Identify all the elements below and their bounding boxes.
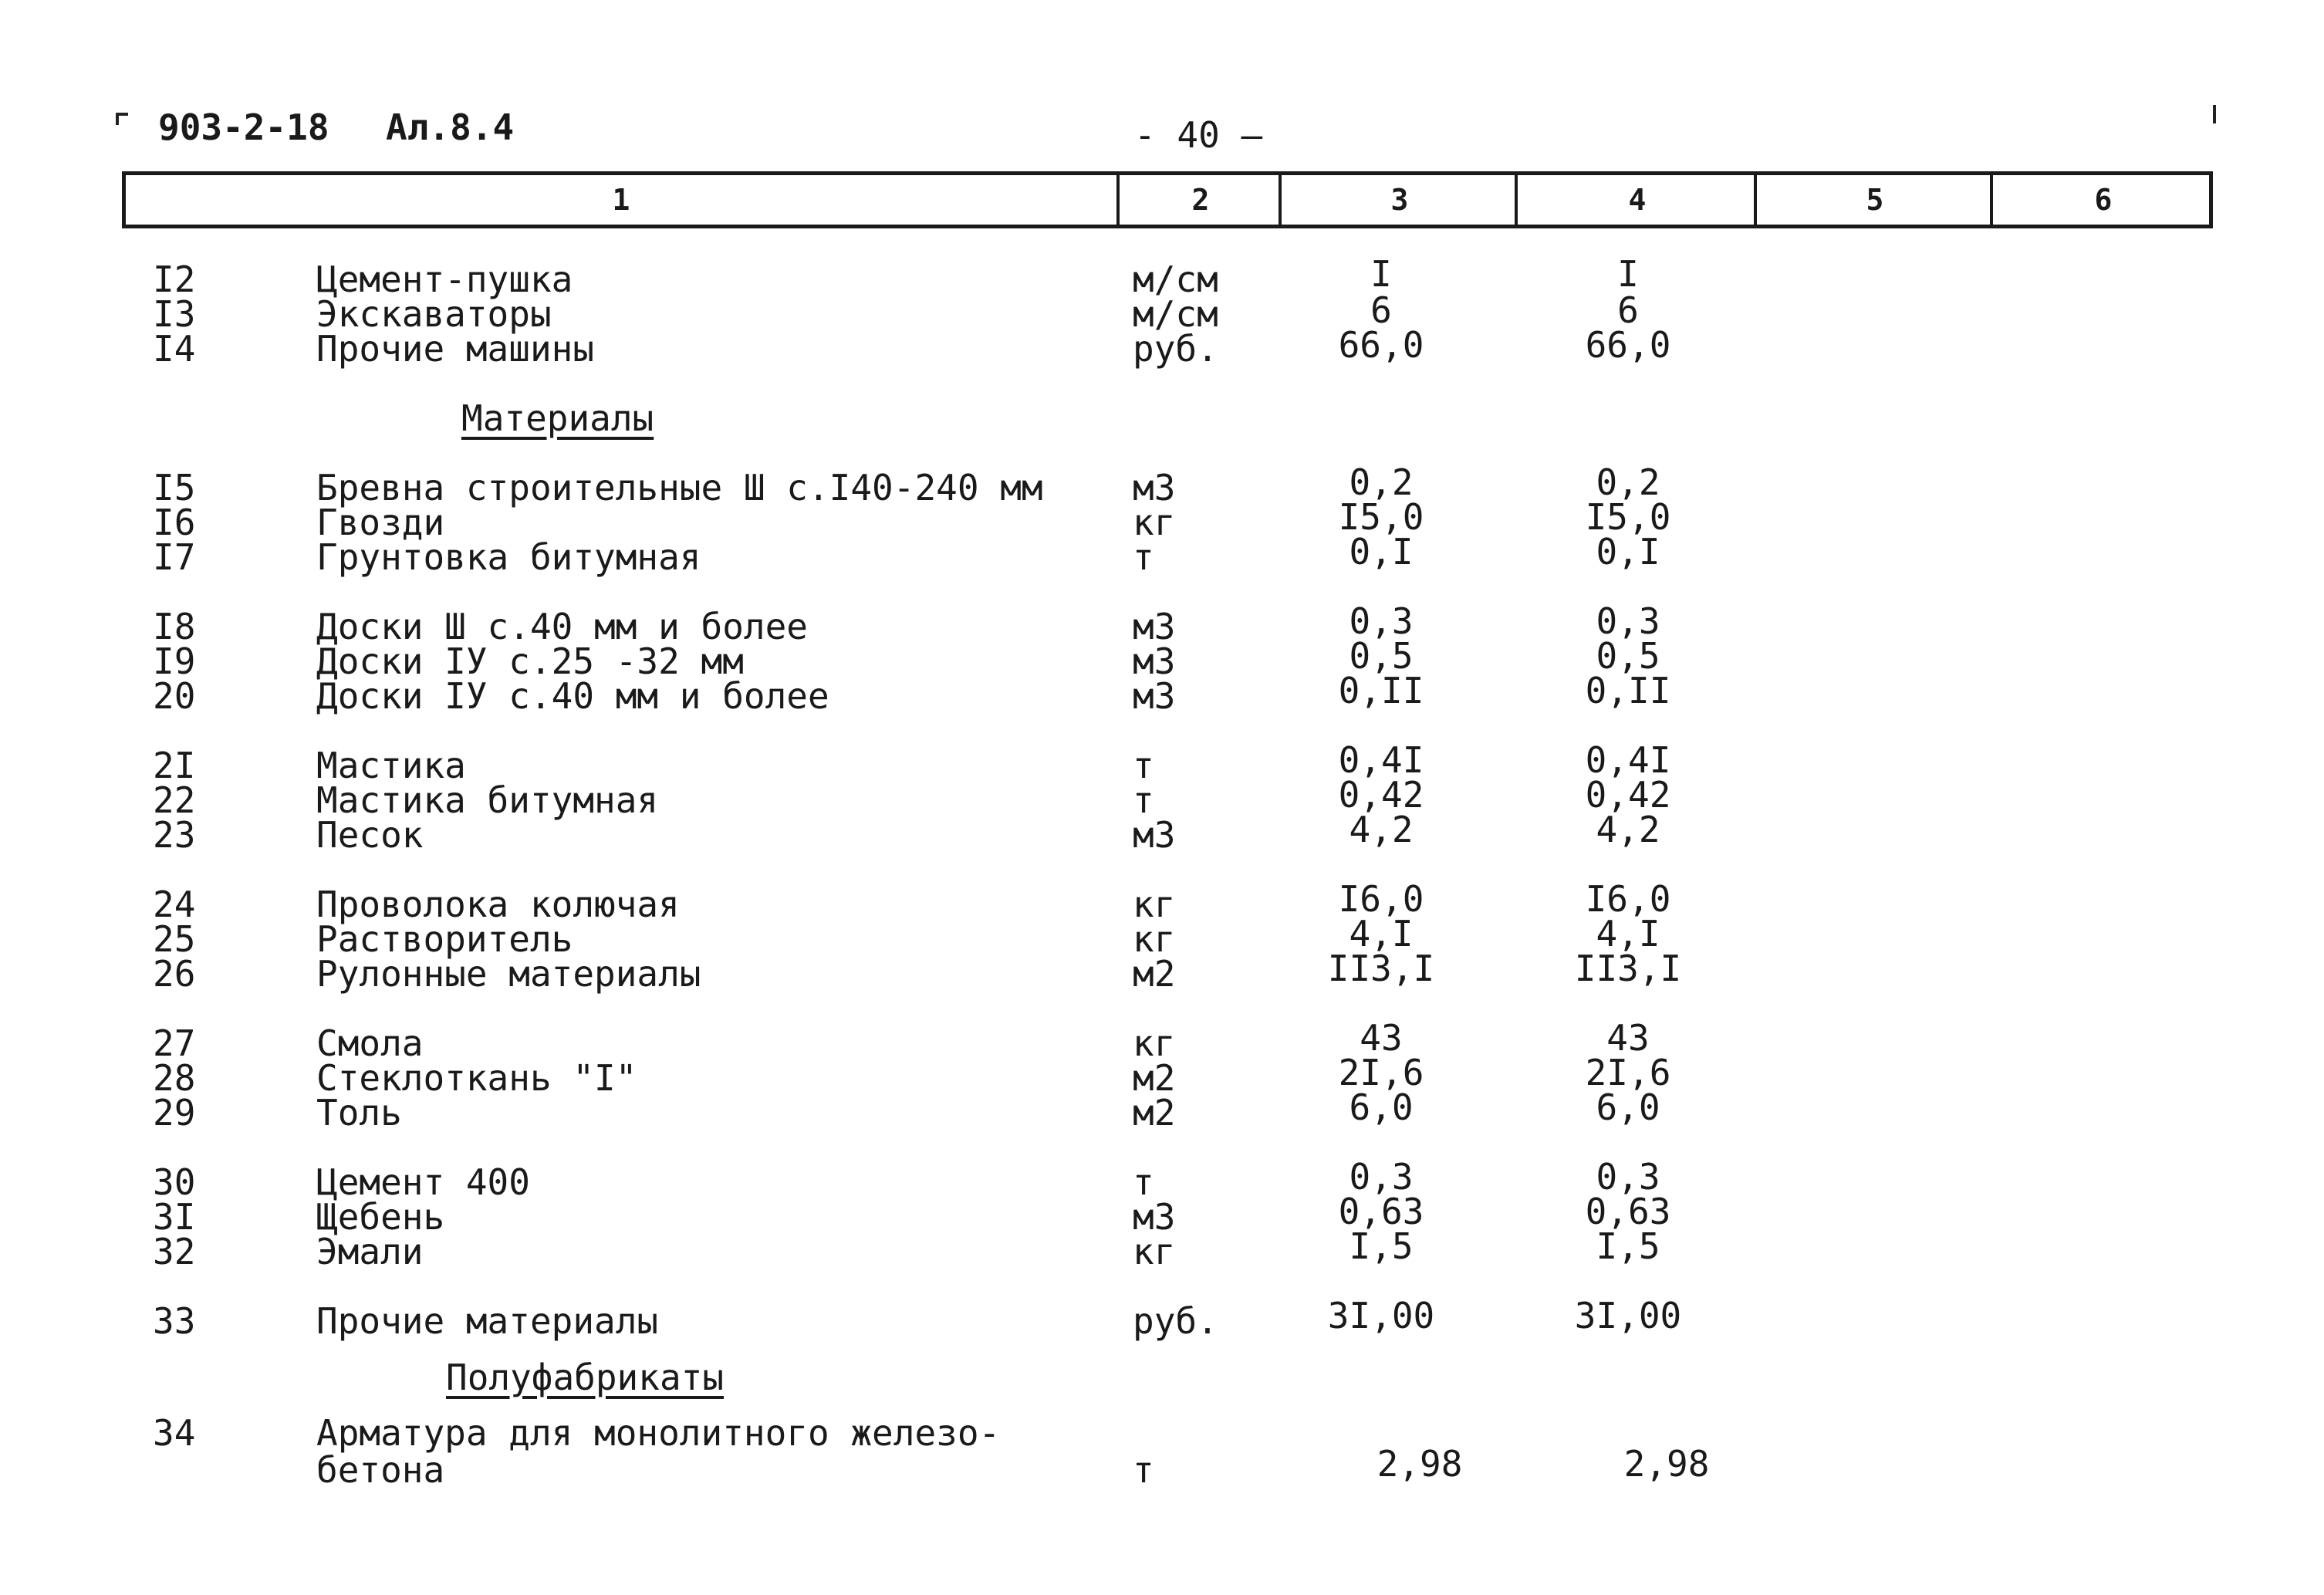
row-col3: 2,98 <box>1376 1443 1463 1485</box>
row-col4: I <box>1617 253 1639 295</box>
row-name: Толь <box>316 1092 402 1134</box>
row-number: 26 <box>153 953 196 995</box>
row-unit: м3 <box>1133 675 1176 717</box>
row-name: Проволока колючая <box>316 884 680 925</box>
row-col3: 0,2 <box>1349 461 1414 503</box>
row-col3: 43 <box>1360 1017 1403 1059</box>
column-header-1: 1 <box>612 183 630 217</box>
row-unit: т <box>1133 1161 1154 1203</box>
row-col3: 0,3 <box>1349 600 1414 642</box>
column-header-2: 2 <box>1116 175 1282 225</box>
column-header-5: 5 <box>1754 175 1993 225</box>
row-col4: I6,0 <box>1585 878 1671 920</box>
row-number: 20 <box>153 675 196 717</box>
row-number: 33 <box>153 1300 196 1342</box>
row-unit: м3 <box>1133 1196 1176 1238</box>
album-number: Ал.8.4 <box>386 106 515 148</box>
section-heading-materials: Материалы <box>461 397 654 439</box>
row-unit: м3 <box>1133 606 1176 647</box>
row-col4: I,5 <box>1596 1225 1660 1267</box>
row-unit: кг <box>1133 1022 1176 1064</box>
row-name-continuation: бетона <box>316 1449 445 1491</box>
row-number: 3I <box>153 1196 196 1238</box>
row-col3: 4,I <box>1349 913 1414 955</box>
row-unit: м3 <box>1133 814 1176 856</box>
row-unit: м3 <box>1133 640 1176 682</box>
row-number: 22 <box>153 779 196 821</box>
row-col3: I5,0 <box>1338 496 1424 538</box>
row-name: Грунтовка битумная <box>316 536 701 578</box>
row-col4: 0,3 <box>1596 600 1660 642</box>
row-number: 25 <box>153 918 196 960</box>
row-unit: руб. <box>1133 328 1218 370</box>
row-col4: 4,I <box>1596 913 1660 955</box>
row-col3: II3,I <box>1327 948 1435 989</box>
row-number: I7 <box>153 536 196 578</box>
row-name: Доски IУ с.40 мм и более <box>316 675 829 717</box>
row-unit: кг <box>1133 1231 1176 1272</box>
row-number: 28 <box>153 1057 196 1099</box>
row-unit: м/см <box>1133 259 1218 300</box>
row-number: 23 <box>153 814 196 856</box>
row-col4: 0,4I <box>1585 739 1671 781</box>
row-unit: кг <box>1133 502 1176 543</box>
row-col4: 0,42 <box>1585 774 1671 816</box>
row-unit: м2 <box>1133 1057 1176 1099</box>
row-unit: т <box>1133 536 1154 578</box>
row-col4: 0,3 <box>1596 1156 1660 1198</box>
row-col3: 2I,6 <box>1338 1052 1424 1093</box>
row-col3: 6 <box>1370 289 1392 331</box>
row-name: Эмали <box>316 1231 424 1272</box>
row-col4: 6 <box>1617 289 1639 331</box>
row-col3: 0,42 <box>1338 774 1424 816</box>
row-number: 32 <box>153 1231 196 1272</box>
row-name: Доски Ш с.40 мм и более <box>316 606 808 647</box>
row-unit: кг <box>1133 884 1176 925</box>
page-number: - 40 — <box>1134 114 1263 156</box>
row-name: Стеклоткань "I" <box>316 1057 637 1099</box>
row-col3: 0,4I <box>1338 739 1424 781</box>
row-name: Цемент-пушка <box>316 259 573 300</box>
row-number: I4 <box>153 328 196 370</box>
row-col3: I,5 <box>1349 1225 1414 1267</box>
row-number: I9 <box>153 640 196 682</box>
row-col4: 0,63 <box>1585 1191 1671 1232</box>
row-col4: 0,I <box>1596 531 1660 573</box>
row-col4: 43 <box>1606 1017 1650 1059</box>
row-number: I2 <box>153 259 196 300</box>
corner-tick-mark <box>2213 105 2216 123</box>
row-number: 30 <box>153 1161 196 1203</box>
row-unit: т <box>1133 1449 1154 1491</box>
row-name: Экскаваторы <box>316 293 552 335</box>
row-unit: т <box>1133 745 1154 786</box>
row-name: Прочие машины <box>316 328 595 370</box>
row-col3: 0,3 <box>1349 1156 1414 1198</box>
row-number: 34 <box>153 1412 196 1454</box>
row-name: Бревна строительные Ш с.I40-240 мм <box>316 467 1043 509</box>
section-heading-semi-finished: Полуфабрикаты <box>446 1357 725 1398</box>
row-col3: 3I,00 <box>1327 1295 1435 1336</box>
column-header-6: 6 <box>1990 175 2214 225</box>
row-col4: 2I,6 <box>1585 1052 1671 1093</box>
row-name: Цемент 400 <box>316 1161 530 1203</box>
column-header-3: 3 <box>1279 175 1518 225</box>
row-name: Доски IУ с.25 -32 мм <box>316 640 744 682</box>
corner-mark <box>116 113 128 125</box>
row-col3: 0,I <box>1349 531 1414 573</box>
row-name: Смола <box>316 1022 424 1064</box>
row-name: Мастика битумная <box>316 779 659 821</box>
row-col3: I6,0 <box>1338 878 1424 920</box>
row-col4: I5,0 <box>1585 496 1671 538</box>
row-unit: м2 <box>1133 1092 1176 1134</box>
row-col4: 0,II <box>1585 670 1671 711</box>
row-col4: 4,2 <box>1596 809 1660 850</box>
row-name: Прочие материалы <box>316 1300 659 1342</box>
row-number: 24 <box>153 884 196 925</box>
row-col3: 0,II <box>1338 670 1424 711</box>
row-name: Песок <box>316 814 424 856</box>
document-code: 903-2-18 <box>158 106 329 148</box>
row-unit: т <box>1133 779 1154 821</box>
row-unit: руб. <box>1133 1300 1218 1342</box>
row-number: I3 <box>153 293 196 335</box>
row-col4: 0,2 <box>1596 461 1660 503</box>
column-header-4: 4 <box>1515 175 1757 225</box>
row-col3: 4,2 <box>1349 809 1414 850</box>
row-col3: I <box>1370 253 1392 295</box>
row-col4: 66,0 <box>1585 324 1671 366</box>
row-name: Растворитель <box>316 918 573 960</box>
row-unit: м/см <box>1133 293 1218 335</box>
row-number: I5 <box>153 467 196 509</box>
row-col4: 3I,00 <box>1574 1295 1682 1336</box>
row-col3: 66,0 <box>1338 324 1424 366</box>
row-col4: II3,I <box>1574 948 1682 989</box>
row-name: Гвозди <box>316 502 445 543</box>
column-header-row <box>122 171 2213 228</box>
row-name: Щебень <box>316 1196 445 1238</box>
row-unit: м2 <box>1133 953 1176 995</box>
row-unit: кг <box>1133 918 1176 960</box>
row-col3: 0,5 <box>1349 635 1414 677</box>
row-unit: м3 <box>1133 467 1176 509</box>
row-number: I6 <box>153 502 196 543</box>
row-col4: 6,0 <box>1596 1086 1660 1128</box>
row-name: Арматура для монолитного железо- <box>316 1412 1001 1454</box>
row-col3: 0,63 <box>1338 1191 1424 1232</box>
row-col3: 6,0 <box>1349 1086 1414 1128</box>
row-col4: 0,5 <box>1596 635 1660 677</box>
row-number: 27 <box>153 1022 196 1064</box>
row-number: 2I <box>153 745 196 786</box>
row-name: Мастика <box>316 745 466 786</box>
row-number: 29 <box>153 1092 196 1134</box>
row-name: Рулонные материалы <box>316 953 701 995</box>
row-col4: 2,98 <box>1623 1443 1710 1485</box>
row-number: I8 <box>153 606 196 647</box>
